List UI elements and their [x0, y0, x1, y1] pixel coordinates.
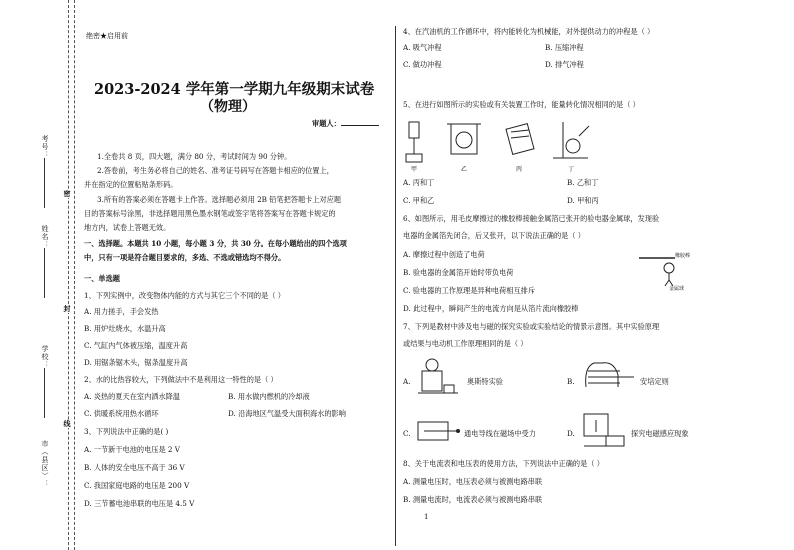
q7-a-caption: 奥斯特实验 — [467, 377, 503, 386]
q2-option-c: C. 供暖系统用热水循环 — [84, 409, 159, 418]
q2-option-b: B. 用水做内燃机的冷却液 — [228, 392, 310, 401]
instruction-2b: 并在指定的位置粘贴条形码。 — [84, 180, 178, 189]
fig-label-rubber-rod: 橡胶棒 — [675, 253, 691, 259]
figure-yi-engine — [447, 124, 481, 154]
q7-figure-ampere-rule — [580, 357, 638, 403]
q7-c-caption: 通电导线在磁场中受力 — [464, 429, 536, 438]
instruction-3b: 目的答案标号涂黑，非选择题用黑色墨水钢笔或签字笔将答案写在答题卡规定的 — [84, 209, 336, 218]
q5-option-a: A. 丙和丁 — [403, 178, 435, 187]
confidential-mark: 绝密★启用前 — [86, 32, 128, 40]
figure-bing-device — [506, 124, 534, 155]
fig-label-metal-ball: 金属球 — [669, 286, 685, 292]
q3-option-a: A. 一节新干电池的电压是 2 V — [84, 445, 180, 454]
fig-label-jia: 甲 — [411, 166, 418, 173]
exam-title: 2023-2024 学年第一学期九年级期末试卷 — [94, 81, 375, 98]
q7-stem-1: 7、下列是教材中涉及电与磁的探究实验或实验结论的情景示意图。其中实验原理 — [403, 322, 660, 331]
q7-option-c-letter: C. — [403, 429, 411, 438]
q4-stem: 4、在汽油机的工作循环中，将内能转化为机械能，对外提供动力的冲程是（ ） — [403, 27, 655, 36]
figure-ding-burner — [553, 122, 589, 158]
instruction-3: 3.所有的答案必须在答题卡上作答。选择题必须用 2B 铅笔把答题卡上对应题 — [97, 195, 342, 204]
school-label: 学校： — [41, 345, 49, 369]
q2-option-a: A. 炎热的夏天在室内洒水降温 — [84, 392, 181, 401]
q8-option-b: B. 测量电流时，电流表必须与被测电路串联 — [403, 495, 543, 504]
q5-figures — [403, 118, 593, 173]
q5-option-b: B. 乙和丁 — [567, 178, 599, 187]
q7-option-a-letter: A. — [403, 377, 411, 386]
q7-d-caption: 探究电磁感应现象 — [631, 429, 689, 438]
q4-option-b: B. 压缩冲程 — [545, 43, 584, 52]
q6-option-b: B. 验电器的金属箔开始时带负电荷 — [403, 268, 514, 277]
binding-line-inner — [74, 0, 75, 550]
fig-label-bing: 丙 — [516, 166, 523, 173]
exam-number-label: 考号： — [41, 135, 49, 159]
q1-option-d: D. 用锯条锯木头，锯条温度升高 — [84, 358, 188, 367]
q4-option-d: D. 排气冲程 — [545, 60, 584, 69]
q4-option-c: C. 做功冲程 — [403, 60, 442, 69]
q6-option-d: D. 此过程中，瞬间产生的电流方向是从箔片流向橡胶棒 — [403, 304, 579, 313]
figure-jia-apparatus — [406, 122, 422, 162]
q5-option-d: D. 甲和丙 — [567, 196, 599, 205]
q1-option-b: B. 用炉灶烧水，水温升高 — [84, 324, 166, 333]
section1-header-2: 中，只有一项是符合题目要求的，多选、不选或错选均不得分。 — [84, 253, 286, 262]
q3-option-b: B. 人体的安全电压不高于 36 V — [84, 463, 185, 472]
section1-header-1: 一、选择题。本题共 10 小题，每小题 3 分，共 30 分。在每小题给出的四个选项 — [84, 239, 347, 248]
fig-label-ding: 丁 — [568, 166, 575, 173]
district-label: 市（县区）： — [41, 440, 49, 488]
q7-option-d-letter: D. — [567, 429, 575, 438]
q6-electroscope-figure — [635, 252, 695, 292]
q7-figure-oersted — [414, 357, 462, 403]
binding-line-outer — [68, 0, 69, 550]
page-number: 1 — [424, 513, 429, 521]
reviewer-blank — [341, 125, 379, 126]
q1-option-a: A. 用力搓手，手会发热 — [84, 307, 159, 316]
reviewer-label — [312, 119, 379, 129]
seal-word-xian: 线 — [63, 420, 72, 428]
q2-stem: 2、水的比热容较大，下列做法中不是利用这一特性的是（ ） — [84, 375, 278, 384]
q2-option-d: D. 沿海地区气温受大面积海水的影响 — [228, 409, 346, 418]
exam-number-blank — [44, 158, 45, 208]
q7-b-caption: 安培定则 — [640, 377, 669, 386]
q6-stem-1: 6、如图所示，用毛皮摩擦过的橡胶棒接触金属箔已张开的验电器金属球，发现验 — [403, 214, 660, 223]
q6-stem-2: 电器的金属箔先闭合，后又张开，以下说法正确的是（ ） — [403, 231, 585, 240]
reviewer-text: 审题人： — [312, 119, 341, 128]
q6-option-c: C. 验电器的工作原理是异种电荷相互排斥 — [403, 286, 536, 295]
seal-word-feng: 封 — [63, 305, 72, 313]
q7-stem-2: 或结果与电动机工作原理相同的是（ ） — [403, 339, 528, 348]
q8-stem: 8、关于电流表和电压表的使用方法，下列说法中正确的是（ ） — [403, 459, 604, 468]
fig-label-yi: 乙 — [461, 166, 468, 173]
q7-figure-magnet-force — [414, 416, 460, 446]
q6-option-a: A. 摩擦过程中创造了电荷 — [403, 250, 485, 259]
instruction-2: 2.答卷前，考生务必将自己的姓名、准考证号码写在答题卡相应的位置上， — [97, 166, 334, 175]
q4-option-a: A. 吸气冲程 — [403, 43, 442, 52]
column-divider — [395, 26, 396, 546]
q1-option-c: C. 气缸内气体被压缩，温度升高 — [84, 341, 188, 350]
q3-stem: 3、下列说法中正确的是( ) — [84, 427, 169, 436]
school-blank — [44, 368, 45, 418]
q3-option-c: C. 我国家庭电路的电压是 200 V — [84, 481, 190, 490]
q7-option-b-letter: B. — [567, 377, 575, 386]
q8-option-a: A. 测量电压时，电压表必须与被测电路串联 — [403, 477, 543, 486]
name-label: 姓名： — [41, 225, 49, 249]
q5-option-c: C. 甲和乙 — [403, 196, 435, 205]
q3-option-d: D. 三节蓄电池串联的电压是 4.5 V — [84, 499, 195, 508]
binding-strip — [0, 0, 78, 550]
section1-subheading: 一、单选题 — [84, 274, 120, 283]
instruction-3c: 地方内，试卷上答题无效。 — [84, 223, 171, 232]
q5-stem: 5、在进行如图所示的实验或有关装置工作时，能量转化情况相同的是（ ） — [403, 100, 640, 109]
seal-word-mi: 密 — [63, 190, 72, 198]
q1-stem: 1、下列实例中，改变物体内能的方式与其它三个不同的是（ ） — [84, 291, 285, 300]
q7-figure-induction — [580, 410, 628, 450]
name-blank — [44, 248, 45, 298]
instruction-1: 1.全卷共 8 页，四大题，满分 80 分，考试时间为 90 分钟。 — [97, 152, 292, 161]
exam-subtitle: （物理） — [200, 99, 256, 115]
